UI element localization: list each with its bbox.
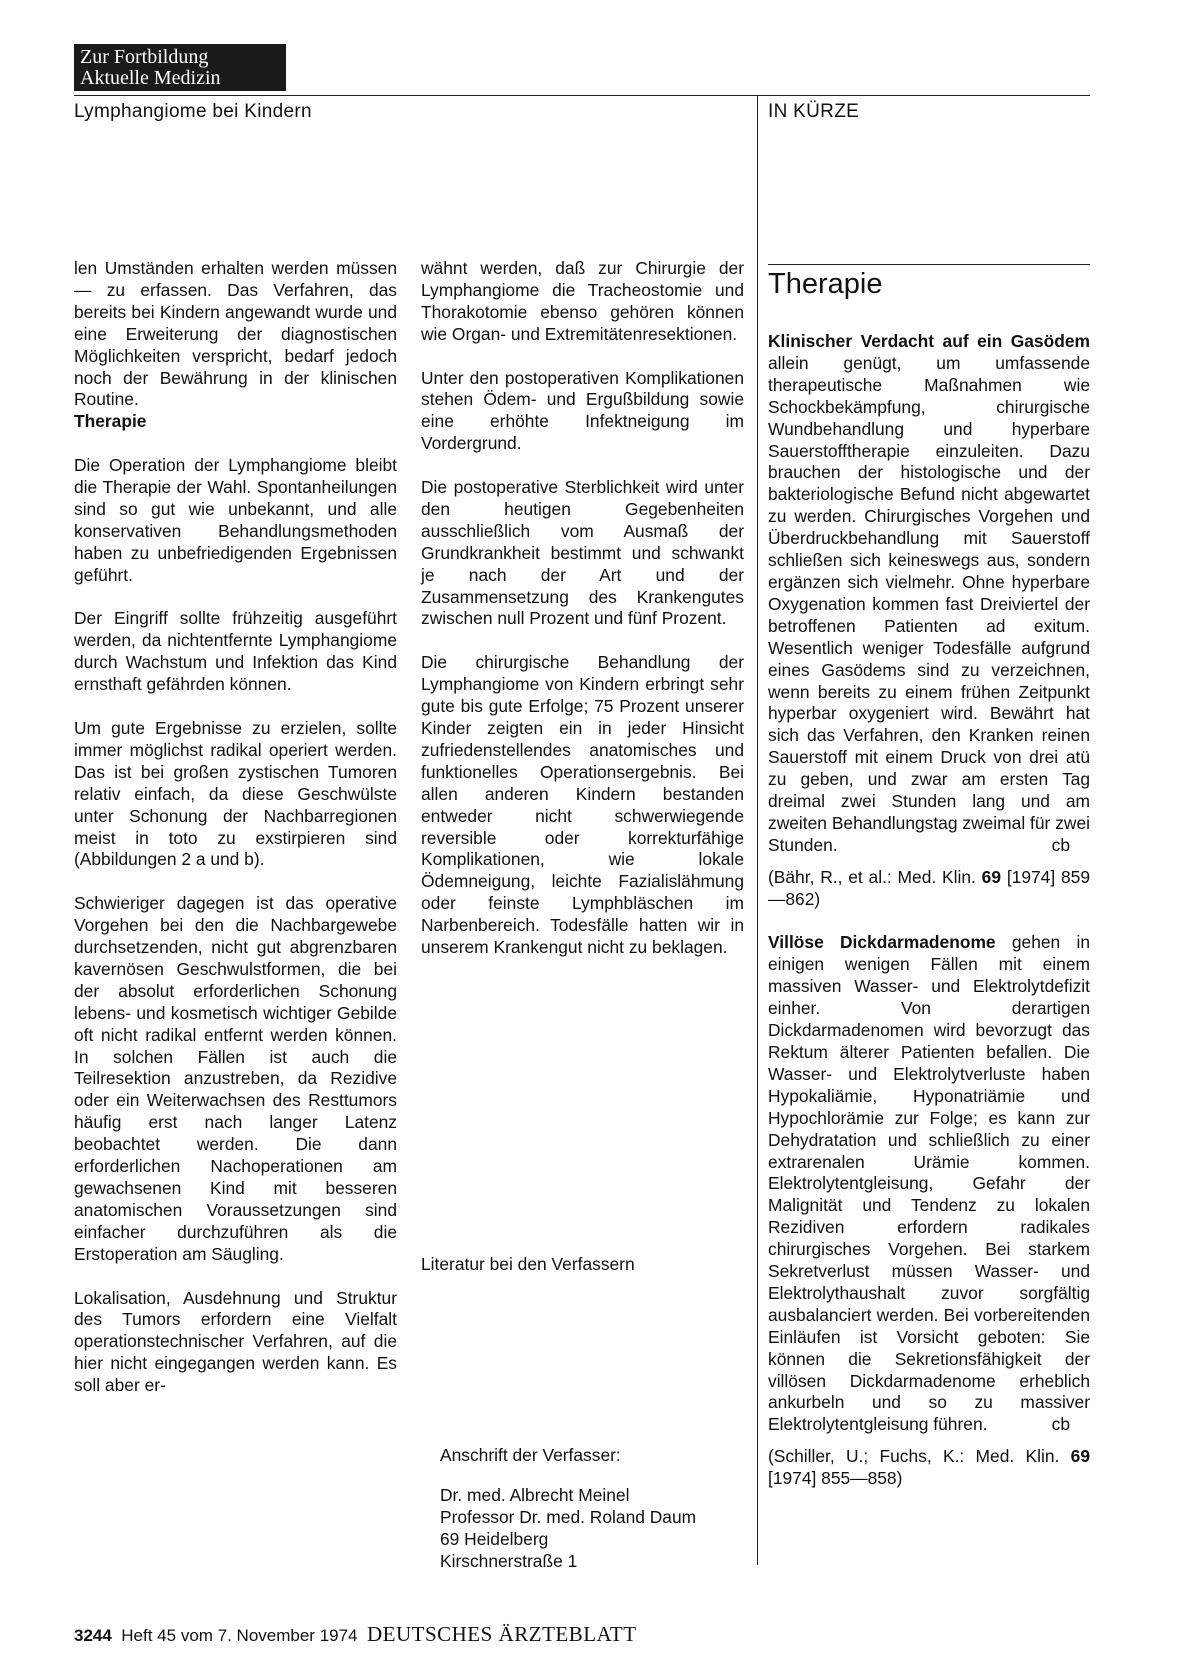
issue-info: Heft 45 vom 7. November 1974 xyxy=(121,1626,358,1645)
badge-line-2: Aktuelle Medizin xyxy=(80,67,221,89)
col2-paragraph-2: Unter den postoperativen Komplikationen stehen Ödem- und Ergußbildung sowie eine erhöhte Infektneigung im Vordergrund. xyxy=(421,367,744,454)
journal-name: DEUTSCHES ÄRZTEBLATT xyxy=(366,1622,637,1646)
ref2-pages: [1974] 855—858) xyxy=(768,1468,903,1489)
col1-paragraph-1: len Umständen erhalten werden müssen — zu erfassen. Das Verfahren, das bereits bei Kindern angewandt wurde und eine Erweiterung der diagnostischen Möglichkeiten verspricht, bedarf jedoch noch der Bewährung in der klinischen Routine. xyxy=(74,258,397,410)
address-line-4: Kirschnerstraße 1 xyxy=(440,1550,578,1571)
ref1-volume: 69 xyxy=(981,866,1002,887)
sidebar-item-1 xyxy=(768,331,1090,857)
col2-paragraph-3: Die postoperative Sterblichkeit wird unter den heutigen Gegebenheiten ausschließlich vom Ausmaß der Grundkrankheit bestimmt und schwankt je nach der Art und der Zusammensetzung des Krankengutes zwischen null Prozent und fünf Prozent. xyxy=(421,477,744,629)
sidebar-item-1-text: allein genügt, um umfassende therapeutische Maßnahmen wie Schockbekämpfung, chirurgische Wundbehandlung und hyperbare Sauerstofftherapie einzuleiten. Dazu brauchen der histologische und der bakteriologische Befund nicht abgewartet zu werden. Chirurgisches Vorgehen und Überdruckbehandlung mit Sauerstoff schließen sich keineswegs aus, sondern ergänzen sich vielmehr. Ohne hyperbare Oxygenation kommen fast Dreiviertel der betroffenen Patienten ad exitum. Wesentlich weniger Todesfälle aufgrund eines Gasödems sind zu verzeichnen, wenn bereits zu einem frühen Zeitpunkt hyperbar oxygeniert wird. Bewährt hat sich das Verfahren, den Kranken reinen Sauerstoff mit einem Druck von drei atü zu geben, und zwar am ersten Tag dreimal zwei Stunden lang und am zweiten Behandlungstag zweimal für zwei Stunden. xyxy=(768,352,1090,855)
article-title: Lymphangiome bei Kindern xyxy=(74,101,312,122)
ref2-text: (Schiller, U.; Fuchs, K.: Med. Klin. xyxy=(768,1446,1071,1467)
col1-paragraph-4: Um gute Ergebnisse zu erzielen, sollte immer möglichst radikal operiert werden. Das ist bei großen zystischen Tumoren relativ einfach, da diese Geschwülste unter Schonung der Nachbarregionen meist in toto zu exstirpieren sind (Abbildungen 2 a und b). xyxy=(74,717,397,870)
col2-paragraph-4: Die chirurgische Behandlung der Lymphangiome von Kindern erbringt sehr gute bis gute Erfolge; 75 Prozent unserer Kinder zeigten ein in jeder Hinsicht zufriedenstellendes anatomisches und funktionelles Operationsergebnis. Bei allen anderen Kindern bestanden entweder nicht schwerwiegende reversible oder korrekturfähige Komplikationen, wie lokale Ödemneigung, leichte Fazialislähmung oder feinste Lymphbläschen im Narbenbereich. Todesfälle hatten wir in unserem Krankengut nicht zu beklagen. xyxy=(421,652,744,958)
page-footer xyxy=(74,1622,637,1647)
author-address xyxy=(440,1445,696,1573)
literature-note: Literatur bei den Verfassern xyxy=(421,1254,635,1274)
sidebar-reference-2 xyxy=(768,1446,1090,1490)
ref2-volume: 69 xyxy=(1070,1446,1090,1467)
address-line-3: 69 Heidelberg xyxy=(440,1528,549,1549)
col2-paragraph-1: wähnt werden, daß zur Chirurgie der Lymphangiome die Tracheostomie und Thorakotomie ebenso gehören können wie Organ- und Extremitätenresektionen. xyxy=(421,258,744,344)
badge-line-1: Zur Fortbildung xyxy=(80,46,209,68)
col1-paragraph-2: Die Operation der Lymphangiome bleibt die Therapie der Wahl. Spontanheilungen sind so gut wie unbekannt, und alle konservativen Behandlungsmethoden haben zu unbefriedigenden Ergebnissen geführt. xyxy=(74,455,397,585)
sidebar-item-2-text: gehen in einigen wenigen Fällen mit einem massiven Wasser- und Elektrolytdefizit einher. Von derartigen Dickdarmadenomen wird bevorzugt das Rektum älterer Patienten befallen. Die Wasser- und Elektrolytverluste haben Hypokaliämie, Hyponatriämie und Hypochlorämie zur Folge; es kann zur Dehydratation und schließlich zu einer extrarenalen Urämie kommen. Elektrolytentgleisung, Gefahr der Malignität und Tendenz zu lokalen Rezidiven erfordern radikales chirurgisches Vorgehen. Bei starkem Sekretverlust müssen Wasser- und Elektrolythaushalt zuvor sorgfältig ausbalanciert werden. Bei vorbereitenden Einläufen ist Vorsicht geboten: Sie können die Sekretionsfähigkeit der villösen Dickdarmadenome erheblich ankurbeln und so zu massiver Elektrolytentgleisung führen. xyxy=(768,932,1091,1435)
col1-heading-therapie: Therapie xyxy=(74,411,147,432)
sidebar-content xyxy=(768,331,1090,1490)
column-1 xyxy=(74,258,397,1397)
sidebar-item-2-lead: Villöse Dickdarmadenome xyxy=(768,932,996,953)
page-number: 3244 xyxy=(74,1626,112,1645)
sidebar-title-rule xyxy=(768,264,1090,265)
header-rule xyxy=(74,95,1090,96)
sidebar-item-1-lead: Klinischer Verdacht auf ein Gasödem xyxy=(768,331,1090,351)
address-line-2: Professor Dr. med. Roland Daum xyxy=(440,1506,697,1527)
column-2 xyxy=(421,258,744,959)
col1-paragraph-5: Schwieriger dagegen ist das operative Vorgehen bei den die Nachbargewebe durchsetzenden, nicht gut abgrenzbaren kavernösen Geschwulstformen, die bei der absolut erforderlichen Schonung lebens- und kosmetisch wichtiger Gebilde oft nicht radikal entfernt werden können. In solchen Fällen ist auch die Teilresektion anzustreben, da Rezidive oder ein Weiterwachsen des Resttumors häufig erst nach langer Latenz beobachtet werden. Die dann erforderlichen Nachoperationen am gewachsenen Kind mit besseren anatomischen Voraussetzungen sind einfacher durchzuführen als die Erstoperation am Säugling. xyxy=(74,893,397,1264)
col1-paragraph-6: Lokalisation, Ausdehnung und Struktur des Tumors erfordern eine Vielfalt operationstechnischer Verfahren, auf die hier nicht eingegangen werden kann. Es soll aber er- xyxy=(74,1287,397,1396)
sidebar-reference-1 xyxy=(768,867,1090,911)
sidebar-item-1-sign: cb xyxy=(1051,834,1070,855)
address-line-1: Dr. med. Albrecht Meinel xyxy=(440,1484,630,1505)
sidebar-item-2 xyxy=(768,932,1090,1436)
column-divider xyxy=(757,95,758,1565)
sidebar-heading: IN KÜRZE xyxy=(768,101,860,122)
sidebar-title: Therapie xyxy=(768,268,883,300)
ref1-pages: [1974] 859—862) xyxy=(768,866,1090,909)
sidebar-item-2-sign: cb xyxy=(1051,1414,1070,1435)
ref1-text: (Bähr, R., et al.: Med. Klin. xyxy=(768,866,982,887)
col1-paragraph-3: Der Eingriff sollte frühzeitig ausgeführt werden, da nichtentfernte Lymphangiome durch Wachstum und Infektion das Kind ernsthaft gefährden können. xyxy=(74,608,397,695)
address-label: Anschrift der Verfasser: xyxy=(440,1445,621,1465)
section-badge xyxy=(74,44,286,91)
